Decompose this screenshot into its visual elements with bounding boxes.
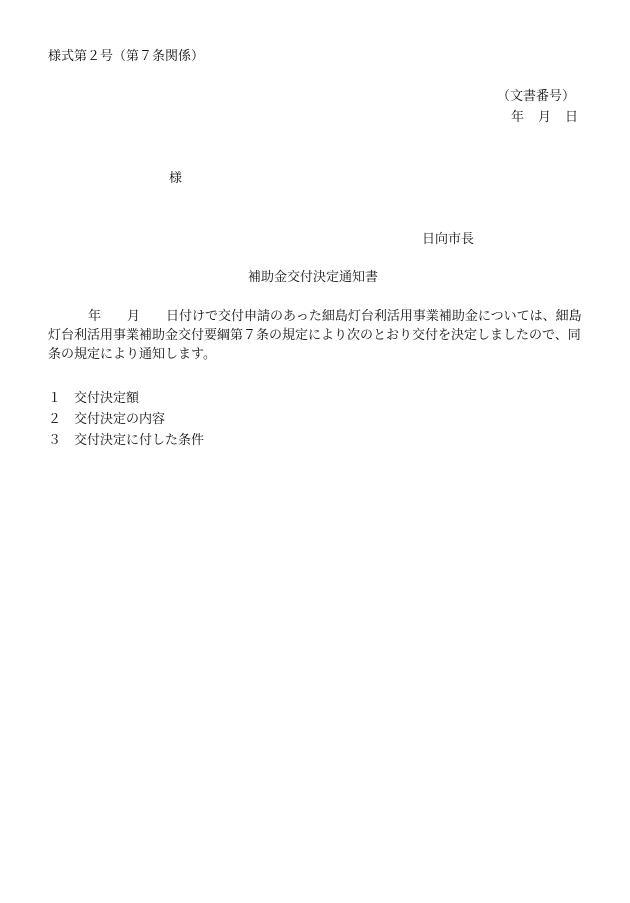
body-paragraph [48,307,584,364]
document-title: 補助金交付決定通知書 [248,270,379,285]
item-number: ２ [48,412,62,427]
item-label: 交付決定の内容 [74,412,166,427]
list-item [48,430,204,451]
addressee-honorific: 様 [169,171,183,186]
body-text: 日付けで交付申請のあった細島灯台利活用事業補助金については、細島灯台利活用事業補助金交付要綱第７条の規定により次のとおり交付を決定しましたので、同条の規定により通知します。 [48,309,582,362]
date-day: 日 [564,110,578,125]
issuer-name: 日向市長 [422,232,475,247]
item-number: １ [48,391,62,406]
body-month: 月 [127,309,141,324]
item-label: 交付決定に付した条件 [74,433,205,448]
date-line [511,109,578,126]
item-label: 交付決定額 [74,391,140,406]
list-item [48,409,204,430]
item-number: ３ [48,433,62,448]
item-list [48,388,204,451]
list-item [48,388,204,409]
date-month: 月 [537,110,551,125]
document-number: （文書番号） [496,89,575,104]
body-year: 年 [88,309,102,324]
form-number: 様式第２号（第７条関係） [48,49,205,64]
date-year: 年 [510,110,524,125]
